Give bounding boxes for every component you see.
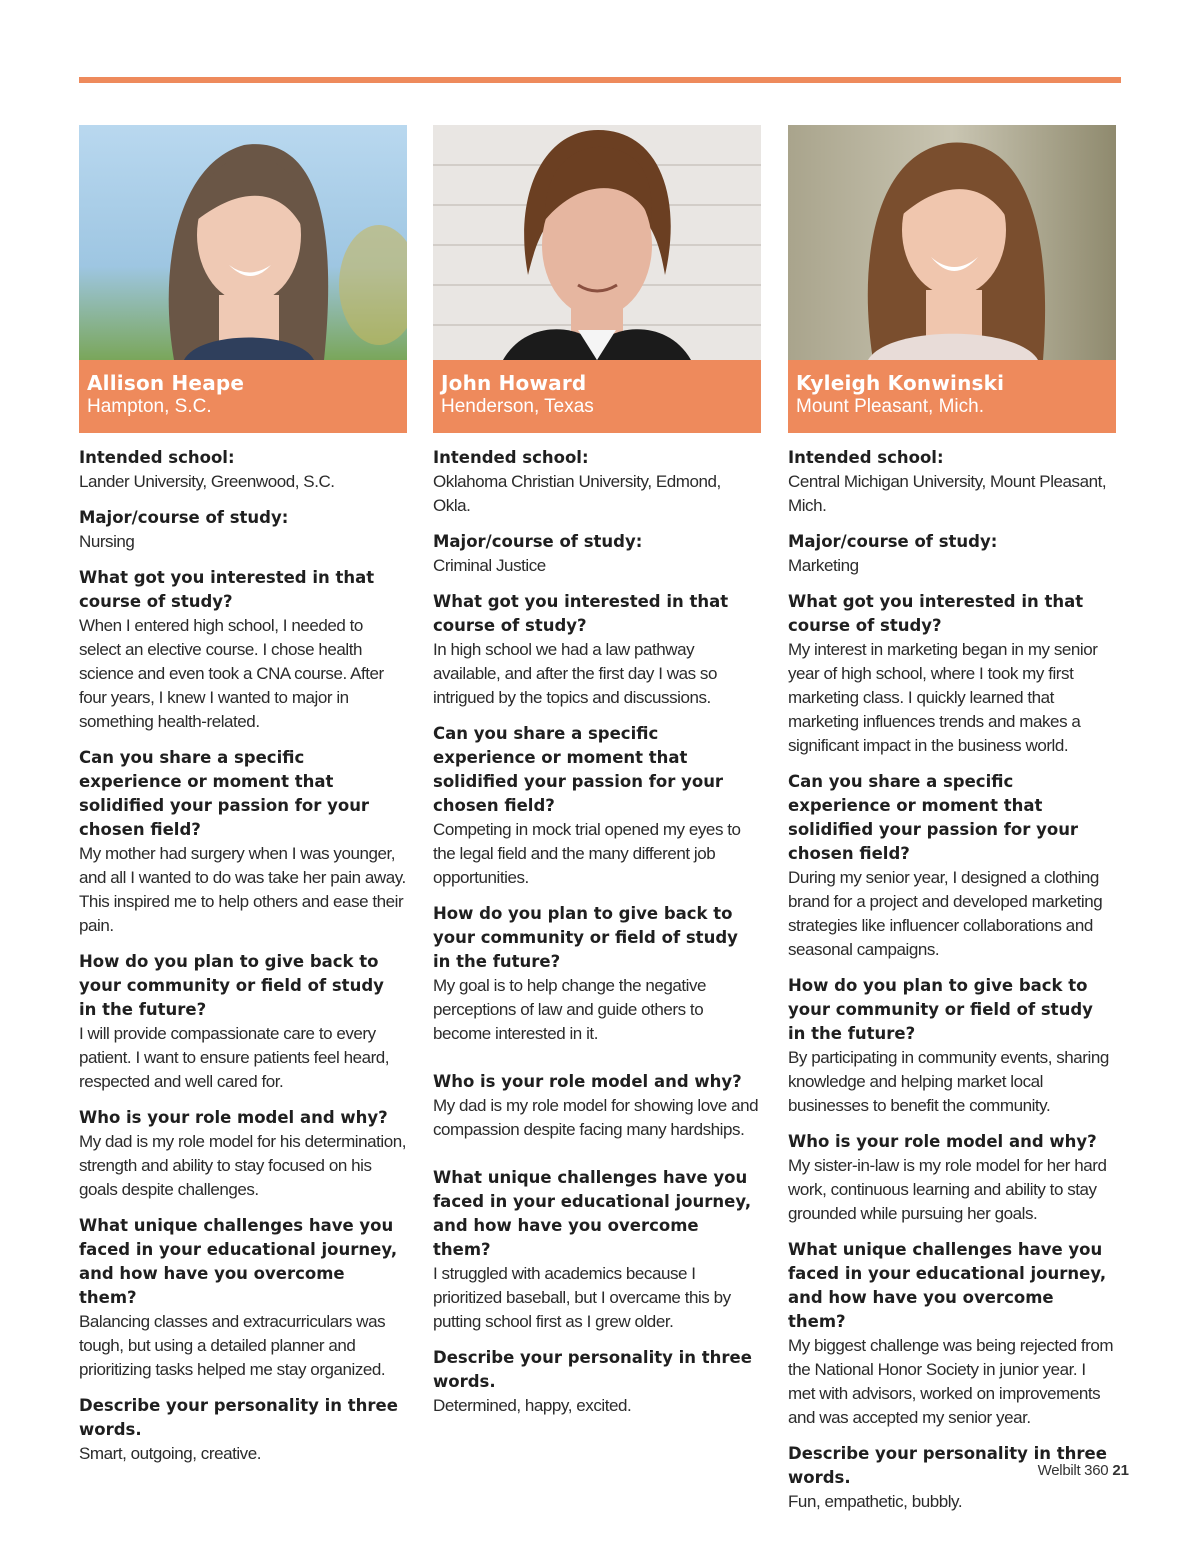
qa-item xyxy=(79,446,407,494)
profile-hometown: Mount Pleasant, Mich. xyxy=(796,396,984,417)
question: What got you interested in that course of study? xyxy=(788,592,1084,635)
answer: Criminal Justice xyxy=(433,556,546,575)
answer: My interest in marketing began in my senior year of high school, where I took my first marketing class. I quickly learned that marketing influences trends and makes a significant impact in the business world. xyxy=(788,640,1098,755)
question: Describe your personality in three words. xyxy=(79,1396,398,1439)
answer: Nursing xyxy=(79,532,135,551)
question: Describe your personality in three words. xyxy=(433,1348,752,1391)
question: What unique challenges have you faced in your educational journey, and how have you overcome them? xyxy=(79,1216,398,1307)
profile-photo xyxy=(788,125,1116,360)
answer: My dad is my role model for his determination, strength and ability to stay focused on his goals despite challenges. xyxy=(79,1132,406,1199)
qa-item xyxy=(433,1166,761,1334)
question: What got you interested in that course of study? xyxy=(79,568,375,611)
name-band xyxy=(788,360,1116,433)
answer: I will provide compassionate care to every patient. I want to ensure patients feel heard, respected and well cared for. xyxy=(79,1024,390,1091)
question: Who is your role model and why? xyxy=(788,1132,1097,1151)
qa-item xyxy=(79,506,407,554)
page-footer xyxy=(1038,1462,1129,1479)
question: Who is your role model and why? xyxy=(433,1072,742,1091)
qa-item xyxy=(433,1346,761,1418)
question: What unique challenges have you faced in your educational journey, and how have you overcome them? xyxy=(433,1168,752,1259)
answer: When I entered high school, I needed to select an elective course. I chose health science and even took a CNA course. After four years, I knew I wanted to major in something health-related. xyxy=(79,616,384,731)
answer: In high school we had a law pathway available, and after the first day I was so intrigued by the topics and discussions. xyxy=(433,640,717,707)
qa-item xyxy=(79,1214,407,1382)
page-number: 21 xyxy=(1112,1462,1129,1479)
qa-item xyxy=(788,446,1116,518)
qa-item xyxy=(433,902,761,1046)
profile-john-howard xyxy=(433,125,761,1430)
profile-name: John Howard xyxy=(441,371,587,395)
profile-photo xyxy=(79,125,407,360)
qa-list xyxy=(788,446,1116,1514)
qa-item xyxy=(433,722,761,890)
answer: Lander University, Greenwood, S.C. xyxy=(79,472,335,491)
qa-item xyxy=(433,530,761,578)
answer: My goal is to help change the negative perceptions of law and guide others to become interested in it. xyxy=(433,976,707,1043)
answer: My dad is my role model for showing love and compassion despite facing many hardships. xyxy=(433,1096,759,1139)
profile-kyleigh-konwinski xyxy=(788,125,1116,1526)
name-band xyxy=(79,360,407,433)
profile-hometown: Henderson, Texas xyxy=(441,396,594,417)
question: Intended school: xyxy=(788,448,944,467)
question: Describe your personality in three words. xyxy=(788,1444,1107,1487)
qa-item xyxy=(79,1106,407,1202)
question: Major/course of study: xyxy=(788,532,998,551)
answer: Balancing classes and extracurriculars was tough, but using a detailed planner and prioritizing tasks helped me stay organized. xyxy=(79,1312,386,1379)
answer: Oklahoma Christian University, Edmond, Okla. xyxy=(433,472,721,515)
question: Major/course of study: xyxy=(433,532,643,551)
question: Major/course of study: xyxy=(79,508,289,527)
qa-item xyxy=(433,446,761,518)
question: Intended school: xyxy=(79,448,235,467)
question: How do you plan to give back to your community or field of study in the future? xyxy=(79,952,384,1019)
answer: My biggest challenge was being rejected from the National Honor Society in junior year. I met with advisors, worked on improvements and was accepted my senior year. xyxy=(788,1336,1114,1427)
question: What got you interested in that course of study? xyxy=(433,592,729,635)
answer: Smart, outgoing, creative. xyxy=(79,1444,262,1463)
answer: Competing in mock trial opened my eyes to the legal field and the many different job opportunities. xyxy=(433,820,741,887)
answer: Central Michigan University, Mount Pleasant, Mich. xyxy=(788,472,1107,515)
question: Can you share a specific experience or moment that solidified your passion for your chosen field? xyxy=(433,724,724,815)
publication-name: Welbilt 360 xyxy=(1037,1462,1109,1479)
answer: During my senior year, I designed a clothing brand for a project and developed marketing strategies like influencer collaborations and seasonal campaigns. xyxy=(788,868,1103,959)
answer: My mother had surgery when I was younger, and all I wanted to do was take her pain away. This inspired me to help others and ease their pain. xyxy=(79,844,406,935)
question: Who is your role model and why? xyxy=(79,1108,388,1127)
profile-name: Kyleigh Konwinski xyxy=(796,371,1005,395)
question: Can you share a specific experience or moment that solidified your passion for your chosen field? xyxy=(79,748,370,839)
question: Intended school: xyxy=(433,448,589,467)
qa-item xyxy=(788,974,1116,1118)
qa-item xyxy=(79,746,407,938)
question: What unique challenges have you faced in your educational journey, and how have you overcome them? xyxy=(788,1240,1107,1331)
profile-photo xyxy=(433,125,761,360)
question: How do you plan to give back to your community or field of study in the future? xyxy=(788,976,1093,1043)
qa-item xyxy=(433,1070,761,1142)
profile-allison-heape xyxy=(79,125,407,1478)
answer: I struggled with academics because I prioritized baseball, but I overcame this by putting school first as I grew older. xyxy=(433,1264,731,1331)
answer: Determined, happy, excited. xyxy=(433,1396,632,1415)
qa-item xyxy=(433,590,761,710)
qa-item xyxy=(788,770,1116,962)
qa-item xyxy=(788,1238,1116,1430)
answer: Marketing xyxy=(788,556,859,575)
qa-item xyxy=(79,950,407,1094)
profile-hometown: Hampton, S.C. xyxy=(87,396,212,417)
qa-item xyxy=(788,530,1116,578)
name-band xyxy=(433,360,761,433)
answer: My sister-in-law is my role model for her hard work, continuous learning and ability to stay grounded while pursuing her goals. xyxy=(788,1156,1107,1223)
top-accent-rule xyxy=(79,77,1121,83)
qa-item xyxy=(79,1394,407,1466)
qa-item xyxy=(788,1130,1116,1226)
answer: By participating in community events, sharing knowledge and helping market local businesses to benefit the community. xyxy=(788,1048,1109,1115)
question: Can you share a specific experience or moment that solidified your passion for your chosen field? xyxy=(788,772,1079,863)
qa-list xyxy=(79,446,407,1466)
qa-item xyxy=(788,590,1116,758)
question: How do you plan to give back to your community or field of study in the future? xyxy=(433,904,738,971)
qa-item xyxy=(79,566,407,734)
profile-name: Allison Heape xyxy=(87,371,245,395)
answer: Fun, empathetic, bubbly. xyxy=(788,1492,963,1511)
qa-list xyxy=(433,446,761,1418)
